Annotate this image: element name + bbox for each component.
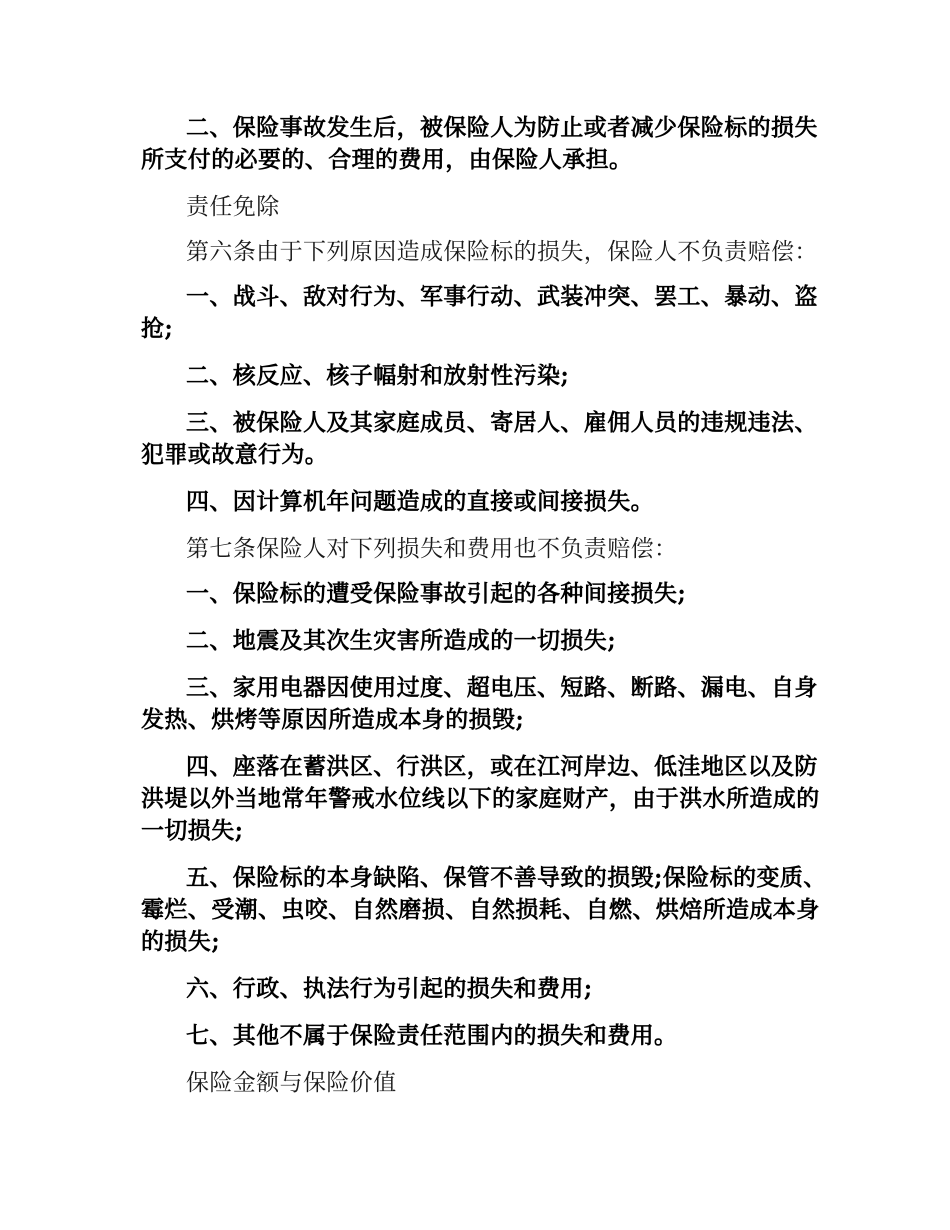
- exclusion-item-indirect-loss: 一、保险标的遭受保险事故引起的各种间接损失;: [186, 580, 687, 607]
- section-heading-insured-amount: 保险金额与保险价值: [186, 1070, 397, 1096]
- section-heading-exclusions: 责任免除: [186, 194, 280, 220]
- exclusion-item-flood-zone: 四、座落在蓄洪区、行洪区，或在江河岸边、低洼地区以及防洪堤以外当地常年警戒水位线以下的家庭财产，由于洪水所造成的一切损失;: [141, 753, 820, 844]
- article-six-intro: 第六条由于下列原因造成保险标的损失，保险人不负责赔偿：: [186, 239, 818, 265]
- exclusion-item-earthquake: 二、地震及其次生灾害所造成的一切损失;: [186, 627, 617, 654]
- exclusion-item-other: 七、其他不属于保险责任范围内的损失和费用。: [186, 1022, 678, 1049]
- exclusion-item-administrative: 六、行政、执法行为引起的损失和费用;: [186, 975, 593, 1002]
- document-page: [141, 112, 831, 1112]
- paragraph-expense-clause: 二、保险事故发生后，被保险人为防止或者减少保险标的损失所支付的必要的、合理的费用，由保险人承担。: [141, 114, 818, 173]
- exclusion-item-defects: 五、保险标的本身缺陷、保管不善导致的损毁;保险标的变质、霉烂、受潮、虫咬、自然磨损、自然损耗、自燃、烘焙所造成本身的损失;: [141, 864, 827, 955]
- exclusion-item-intentional: 三、被保险人及其家庭成员、寄居人、雇佣人员的违规违法、犯罪或故意行为。: [141, 409, 818, 468]
- exclusion-item-war: 一、战斗、敌对行为、军事行动、武装冲突、罢工、暴动、盗抢;: [141, 283, 818, 342]
- article-seven-intro: 第七条保险人对下列损失和费用也不负责赔偿：: [186, 536, 678, 562]
- exclusion-item-appliances: 三、家用电器因使用过度、超电压、短路、断路、漏电、自身发热、烘烤等原因所造成本身的损毁;: [141, 674, 818, 733]
- exclusion-item-nuclear: 二、核反应、核子幅射和放射性污染;: [186, 362, 570, 389]
- exclusion-item-computer-year: 四、因计算机年问题造成的直接或间接损失。: [186, 488, 654, 515]
